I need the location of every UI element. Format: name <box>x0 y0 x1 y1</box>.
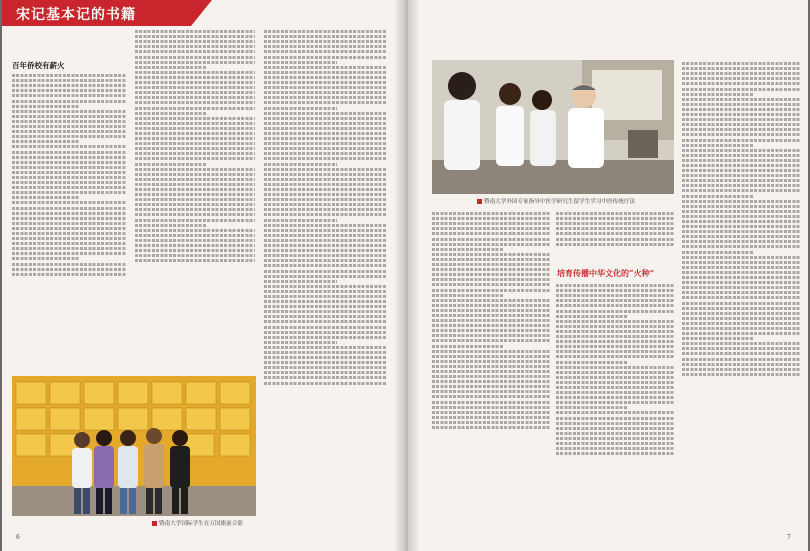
left-column-3 <box>264 28 386 528</box>
book-gutter <box>394 0 420 551</box>
right-column-2 <box>556 282 674 530</box>
photo-caption-right <box>477 197 635 205</box>
right-column-2-top <box>556 210 674 266</box>
students-photo-illustration <box>12 376 256 516</box>
page-number-right: 7 <box>787 534 791 541</box>
page-number-left: 6 <box>16 534 20 541</box>
photo-caption-left <box>152 519 243 527</box>
right-column-3 <box>682 60 800 530</box>
photo-caption-left-text: 暨南大学国际学生在万国旗前合影 <box>159 521 243 527</box>
students-photo <box>12 376 256 516</box>
right-column-1 <box>432 210 550 530</box>
section-title-left: 百年侨校有薪火 <box>12 61 65 70</box>
photo-caption-right-text: 暨南大学外国专家指导中医学研究生留学生学习中医传统疗法 <box>484 199 636 205</box>
left-column-2 <box>135 28 255 370</box>
section-title-right: 培育传播中华文化的“火种” <box>557 268 655 278</box>
caption-marker-icon-right <box>477 199 482 204</box>
lab-photo-illustration <box>432 60 674 194</box>
header-title: 宋记基本记的书籍 <box>16 7 136 23</box>
lab-photo <box>432 60 674 194</box>
left-column-1 <box>12 72 126 370</box>
caption-marker-icon <box>152 521 157 526</box>
magazine-spread <box>2 0 808 551</box>
